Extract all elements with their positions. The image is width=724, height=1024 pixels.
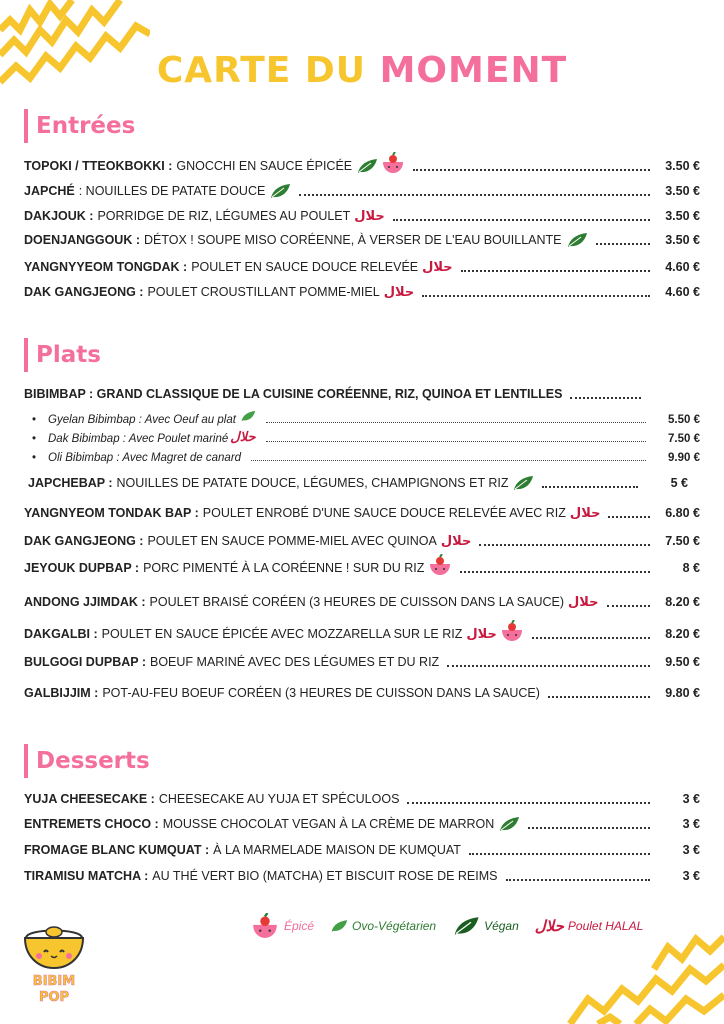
leaf-icon — [330, 916, 348, 936]
menu-item-jeyouk-dupbap: JEYOUK DUPBAP : PORC PIMENTÉ À LA CORÉENNE ! SUR DU RIZ 8 € — [24, 558, 700, 576]
leaf-icon — [498, 816, 520, 832]
menu-item-galbijjim: GALBIJJIM : POT-AU-FEU BOEUF CORÉEN (3 HEURES DE CUISSON DANS LA SAUCE) 9.80 € — [24, 686, 700, 700]
legend-halal: حلال Poulet HALAL — [534, 917, 644, 935]
dot-leader — [548, 696, 650, 698]
sub-item-oli-bibimbap: • Oli Bibimbap : Avec Magret de canard 9.90 € — [32, 452, 700, 464]
dot-leader — [479, 544, 650, 546]
dot-leader — [596, 243, 650, 245]
dot-leader — [542, 486, 638, 488]
leaf-icon — [452, 916, 480, 936]
halal-icon: حلال — [440, 534, 472, 549]
halal-icon: حلال — [534, 917, 564, 935]
dot-leader — [251, 460, 646, 461]
dot-leader — [506, 879, 651, 881]
dot-leader — [266, 422, 646, 423]
menu-item-andong-jjimdak: ANDONG JJIMDAK : POULET BRAISÉ CORÉEN (3 HEURES DE CUISSON DANS LA SAUCE) حلال 8.20 € — [24, 595, 700, 610]
menu-item-dakjouk: DAKJOUK : PORRIDGE DE RIZ, LÉGUMES AU POULET حلال 3.50 € — [24, 209, 700, 224]
dot-leader — [608, 516, 650, 518]
menu-item-dak-gangjeong-plat: DAK GANGJEONG : POULET EN SAUCE POMME-MIEL AVEC QUINOA حلال 7.50 € — [24, 534, 700, 549]
halal-icon: حلال — [466, 627, 497, 642]
halal-icon: حلال — [569, 506, 601, 521]
dot-leader — [528, 827, 650, 829]
legend-ovo-vegetarien: Ovo-Végétarien — [330, 916, 436, 936]
halal-icon: حلال — [568, 595, 599, 610]
halal-icon: حلال — [354, 209, 385, 224]
dot-leader — [393, 219, 650, 221]
dot-leader — [469, 853, 650, 855]
menu-item-doenjanggouk: DOENJANGGOUK : DÉTOX ! SOUPE MISO CORÉENNE, À VERSER DE L'EAU BOUILLANTE 3.50 € — [24, 233, 700, 247]
dot-leader — [266, 441, 646, 442]
spicy-bowl-icon — [500, 620, 524, 642]
leaf-icon — [512, 475, 534, 491]
menu-item-yuja-cheesecake: YUJA CHEESECAKE : CHEESECAKE AU YUJA ET SPÉCULOOS 3 € — [24, 792, 700, 806]
page-title: CARTE DU MOMENT — [156, 50, 568, 91]
bibimpop-logo — [22, 918, 86, 1008]
svg-text:POP: POP — [38, 990, 70, 1005]
dot-leader — [532, 637, 650, 639]
spicy-bowl-icon — [428, 554, 452, 576]
spicy-bowl-icon — [250, 913, 280, 939]
legend — [250, 912, 690, 940]
section-title-plats: Plats — [24, 338, 101, 372]
menu-item-japche: JAPCHÉ : NOUILLES DE PATATE DOUCE 3.50 € — [24, 184, 700, 198]
dot-leader — [407, 802, 650, 804]
dot-leader — [413, 169, 650, 171]
menu-item-fromage-blanc-kumquat: FROMAGE BLANC KUMQUAT : À LA MARMELADE MAISON DE KUMQUAT 3 € — [24, 843, 700, 857]
halal-icon: حلال — [422, 260, 453, 275]
menu-item-topoki: TOPOKI / TTEOKBOKKI : GNOCCHI EN SAUCE ÉPICÉE 3.50 € — [24, 156, 700, 174]
leaf-icon — [566, 232, 588, 248]
dot-leader — [570, 397, 641, 399]
sub-item-gyelan-bibimbap: • Gyelan Bibimbap : Avec Oeuf au plat 5.50 € — [32, 410, 700, 426]
section-title-desserts: Desserts — [24, 744, 150, 778]
menu-item-bibimbap: BIBIMBAP : GRAND CLASSIQUE DE LA CUISINE CORÉENNE, RIZ, QUINOA ET LENTILLES — [24, 384, 649, 402]
menu-item-bulgogi-dupbap: BULGOGI DUPBAP : BOEUF MARINÉ AVEC DES LÉGUMES ET DU RIZ 9.50 € — [24, 655, 700, 669]
leaf-icon — [240, 409, 256, 423]
menu-item-yangnyyeom-tongdak: YANGNYYEOM TONGDAK : POULET EN SAUCE DOUCE RELEVÉE حلال 4.60 € — [24, 260, 700, 275]
sub-item-dak-bibimbap: • Dak Bibimbap : Avec Poulet mariné حلال 7.50 € — [32, 430, 700, 445]
dot-leader — [460, 571, 650, 573]
dot-leader — [447, 665, 650, 667]
leaf-icon — [356, 158, 378, 174]
dot-leader — [607, 605, 650, 607]
svg-text:BIBIM: BIBIM — [32, 974, 76, 989]
halal-icon: حلال — [383, 285, 415, 300]
menu-item-dak-gangjeong: DAK GANGJEONG : POULET CROUSTILLANT POMME-MIEL حلال 4.60 € — [24, 285, 700, 300]
menu-item-yangnyeom-tondak-bap: YANGNYEOM TONDAK BAP : POULET ENROBÉ D'UNE SAUCE DOUCE RELEVÉE AVEC RIZ حلال 6.80 € — [24, 506, 700, 521]
menu-item-japchebap: JAPCHEBAP : NOUILLES DE PATATE DOUCE, LÉGUMES, CHAMPIGNONS ET RIZ 5 € — [28, 476, 688, 490]
dot-leader — [299, 194, 650, 196]
bullet-icon: • — [32, 452, 37, 464]
bullet-icon: • — [32, 433, 37, 445]
leaf-icon — [269, 183, 291, 199]
spicy-bowl-icon — [381, 152, 405, 174]
legend-spicy: Épicé — [250, 913, 314, 939]
menu-item-dakgalbi: DAKGALBI : POULET EN SAUCE ÉPICÉE AVEC MOZZARELLA SUR LE RIZ حلال 8.20 € — [24, 624, 700, 642]
legend-vegan: Végan — [452, 916, 519, 936]
menu-item-tiramisu-matcha: TIRAMISU MATCHA : AU THÉ VERT BIO (MATCHA) ET BISCUIT ROSE DE REIMS 3 € — [24, 869, 700, 883]
menu-item-entremets-choco: ENTREMETS CHOCO : MOUSSE CHOCOLAT VEGAN À LA CRÈME DE MARRON 3 € — [24, 817, 700, 831]
dot-leader — [461, 270, 650, 272]
halal-icon: حلال — [230, 430, 256, 445]
dot-leader — [422, 295, 650, 297]
section-title-entrees: Entrées — [24, 109, 135, 143]
bullet-icon: • — [32, 414, 37, 426]
